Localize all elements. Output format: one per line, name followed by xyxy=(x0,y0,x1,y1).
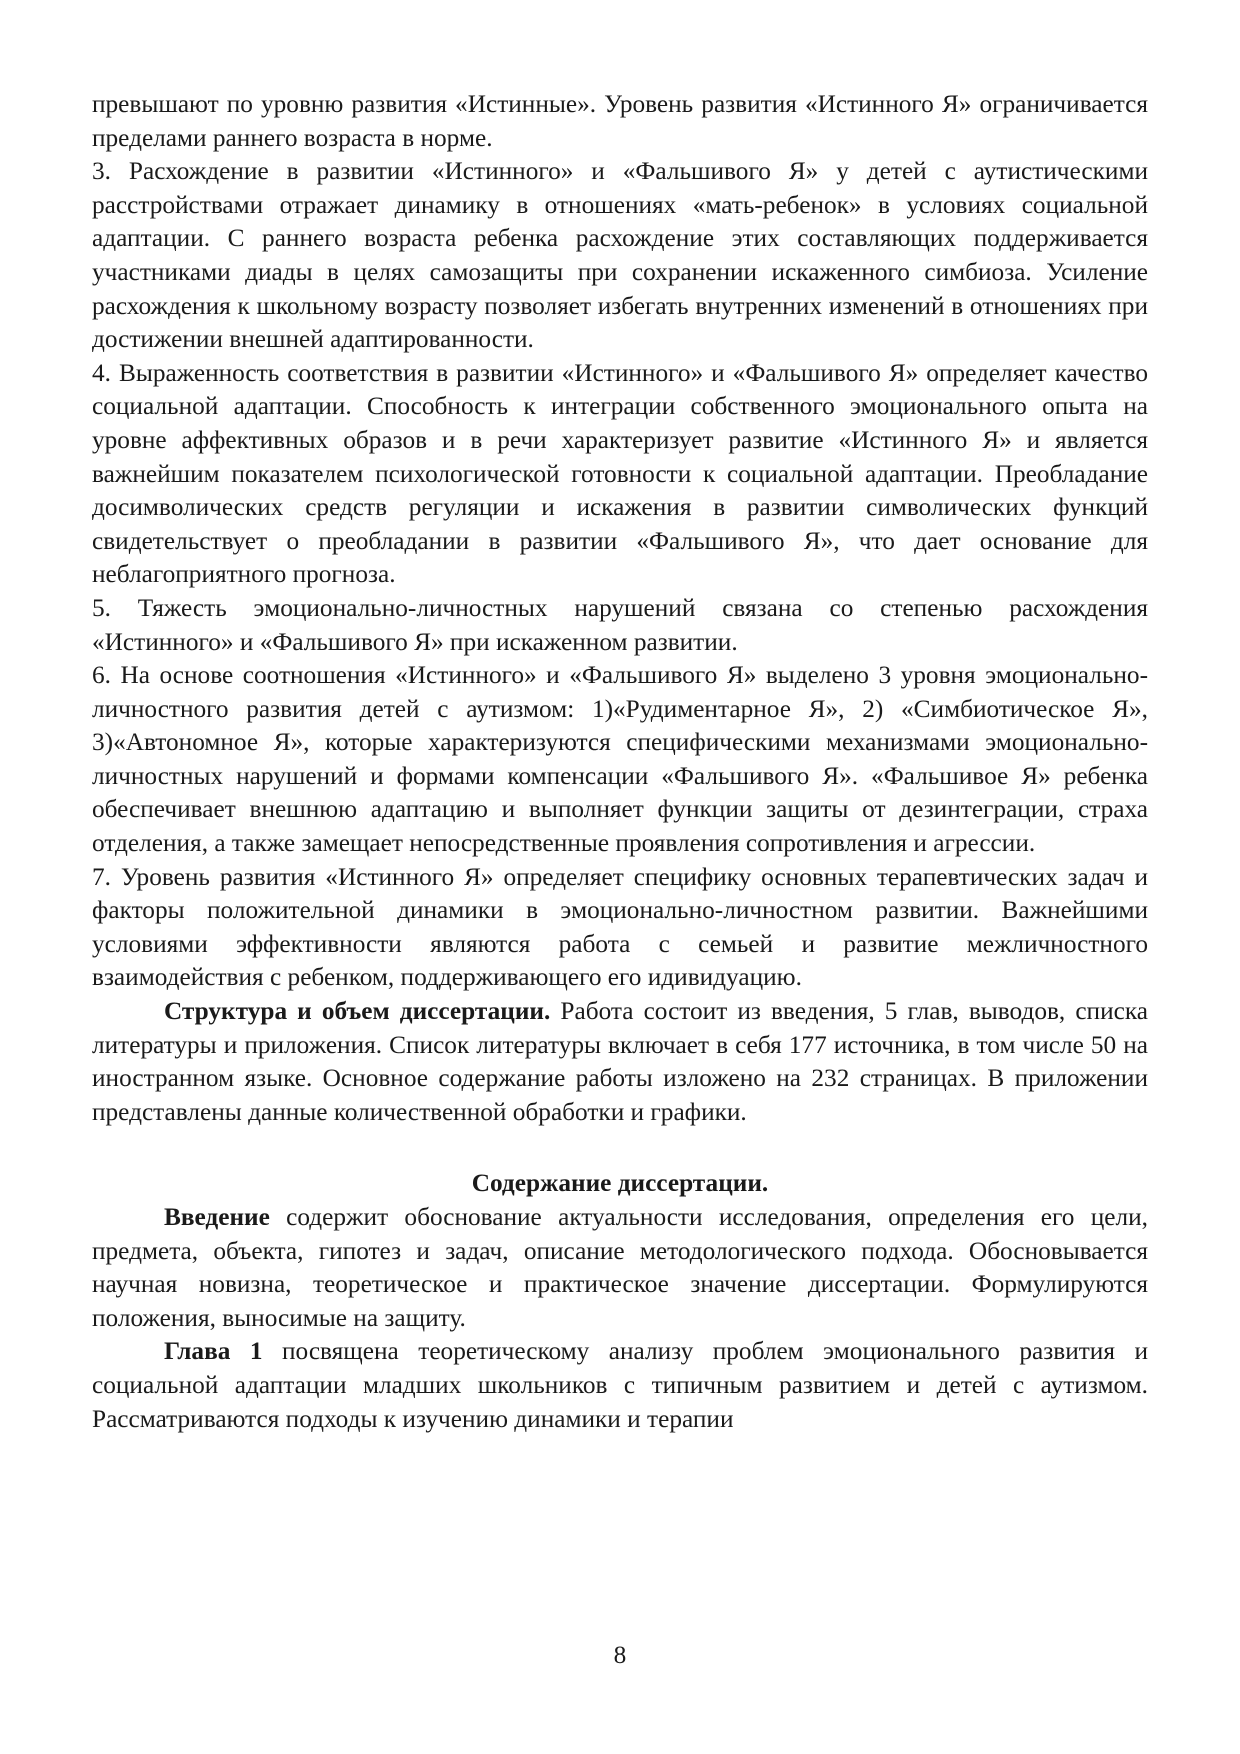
conclusion-item-4: 4. Выраженность соответствия в развитии «Истинного» и «Фальшивого Я» определяет качество социальной адаптации. Способность к интеграции собственного эмоционального опыта на уровне аффективных образов и в речи характеризует развитие «Истинного Я» и является важнейшим показателем психологической готовности к социальной адаптации. Преобладание досимволических средств регуляции и искажения в развитии символических функций свидетельствует о преобладании в развитии «Фальшивого Я», что дает основание для неблагоприятного прогноза. xyxy=(92,358,1148,589)
chapter1-text: посвящена теоретическому анализу проблем эмоционального развития и социальной адаптации младших школьников с типичным развитием и детей с аутизмом. Рассматриваются подходы к изучению динамики и терапии xyxy=(92,1337,1148,1433)
conclusion-item-7: 7. Уровень развития «Истинного Я» определяет специфику основных терапевтических задач и факторы положительной динамики в эмоционально-личностном развитии. Важнейшими условиями эффективности являются работа с семьей и развитие межличностного взаимодействия с ребенком, поддерживающего его идивидуацию. xyxy=(92,862,1148,992)
section-title: Содержание диссертации. xyxy=(471,1169,769,1198)
chapter1-heading: Глава 1 xyxy=(164,1337,263,1366)
conclusion-item-6: 6. На основе соотношения «Истинного» и «Фальшивого Я» выделено 3 уровня эмоционально-личностного развития детей с аутизмом: 1)«Рудиментарное Я», 2) «Симбиотическое Я», 3)«Автономное Я», которые характеризуются специфическими механизмами эмоционально-личностных нарушений и формами компенсации «Фальшивого Я». «Фальшивое Я» ребенка обеспечивает внешнюю адаптацию и выполняет функции защиты от дезинтеграции, страха отделения, а также замещает непосредственные проявления сопротивления и агрессии. xyxy=(92,661,1148,858)
conclusion-item-5: 5. Тяжесть эмоционально-личностных нарушений связана со степенью расхождения «Истинного» и «Фальшивого Я» при искаженном развитии. xyxy=(92,593,1148,656)
structure-text: Работа состоит из введения, 5 глав, выводов, списка литературы и приложения. Список литературы включает в себя 177 источника, в том числе 50 на иностранном языке. Основное содержание работы изложено на 232 страницах. В приложении представлены данные количественной обработки и графики. xyxy=(92,997,1148,1126)
intro-paragraph xyxy=(92,1201,1148,1335)
conclusion-item-3: 3. Расхождение в развитии «Истинного» и «Фальшивого Я» у детей с аутистическими расстройствами отражает динамику в отношениях «мать-ребенок» в условиях социальной адаптации. С раннего возраста ребенка расхождение этих составляющих поддерживается участниками диады в целях самозащиты при сохранении искаженного симбиоза. Усиление расхождения к школьному возрасту позволяет избегать внутренних изменений в отношениях при достижении внешней адаптированности. xyxy=(92,157,1148,354)
intro-heading: Введение xyxy=(164,1203,270,1231)
page-number: 8 xyxy=(613,1641,627,1669)
paragraph-continuation: превышают по уровню развития «Истинные». Уровень развития «Истинного Я» ограничивается пределами раннего возраста в норме. xyxy=(92,90,1148,152)
page-body xyxy=(92,88,1148,1436)
structure-heading: Структура и объем диссертации. xyxy=(164,997,551,1026)
structure-paragraph xyxy=(92,995,1148,1129)
intro-text: содержит обоснование актуальности исследования, определения его цели, предмета, объекта, гипотез и задач, описание методологического подхода. Обосновывается научная новизна, теоретическое и практическое значение диссертации. Формулируются положения, выносимые на защиту. xyxy=(92,1203,1148,1332)
section-spacer xyxy=(92,1129,1148,1167)
chapter1-paragraph xyxy=(92,1335,1148,1436)
